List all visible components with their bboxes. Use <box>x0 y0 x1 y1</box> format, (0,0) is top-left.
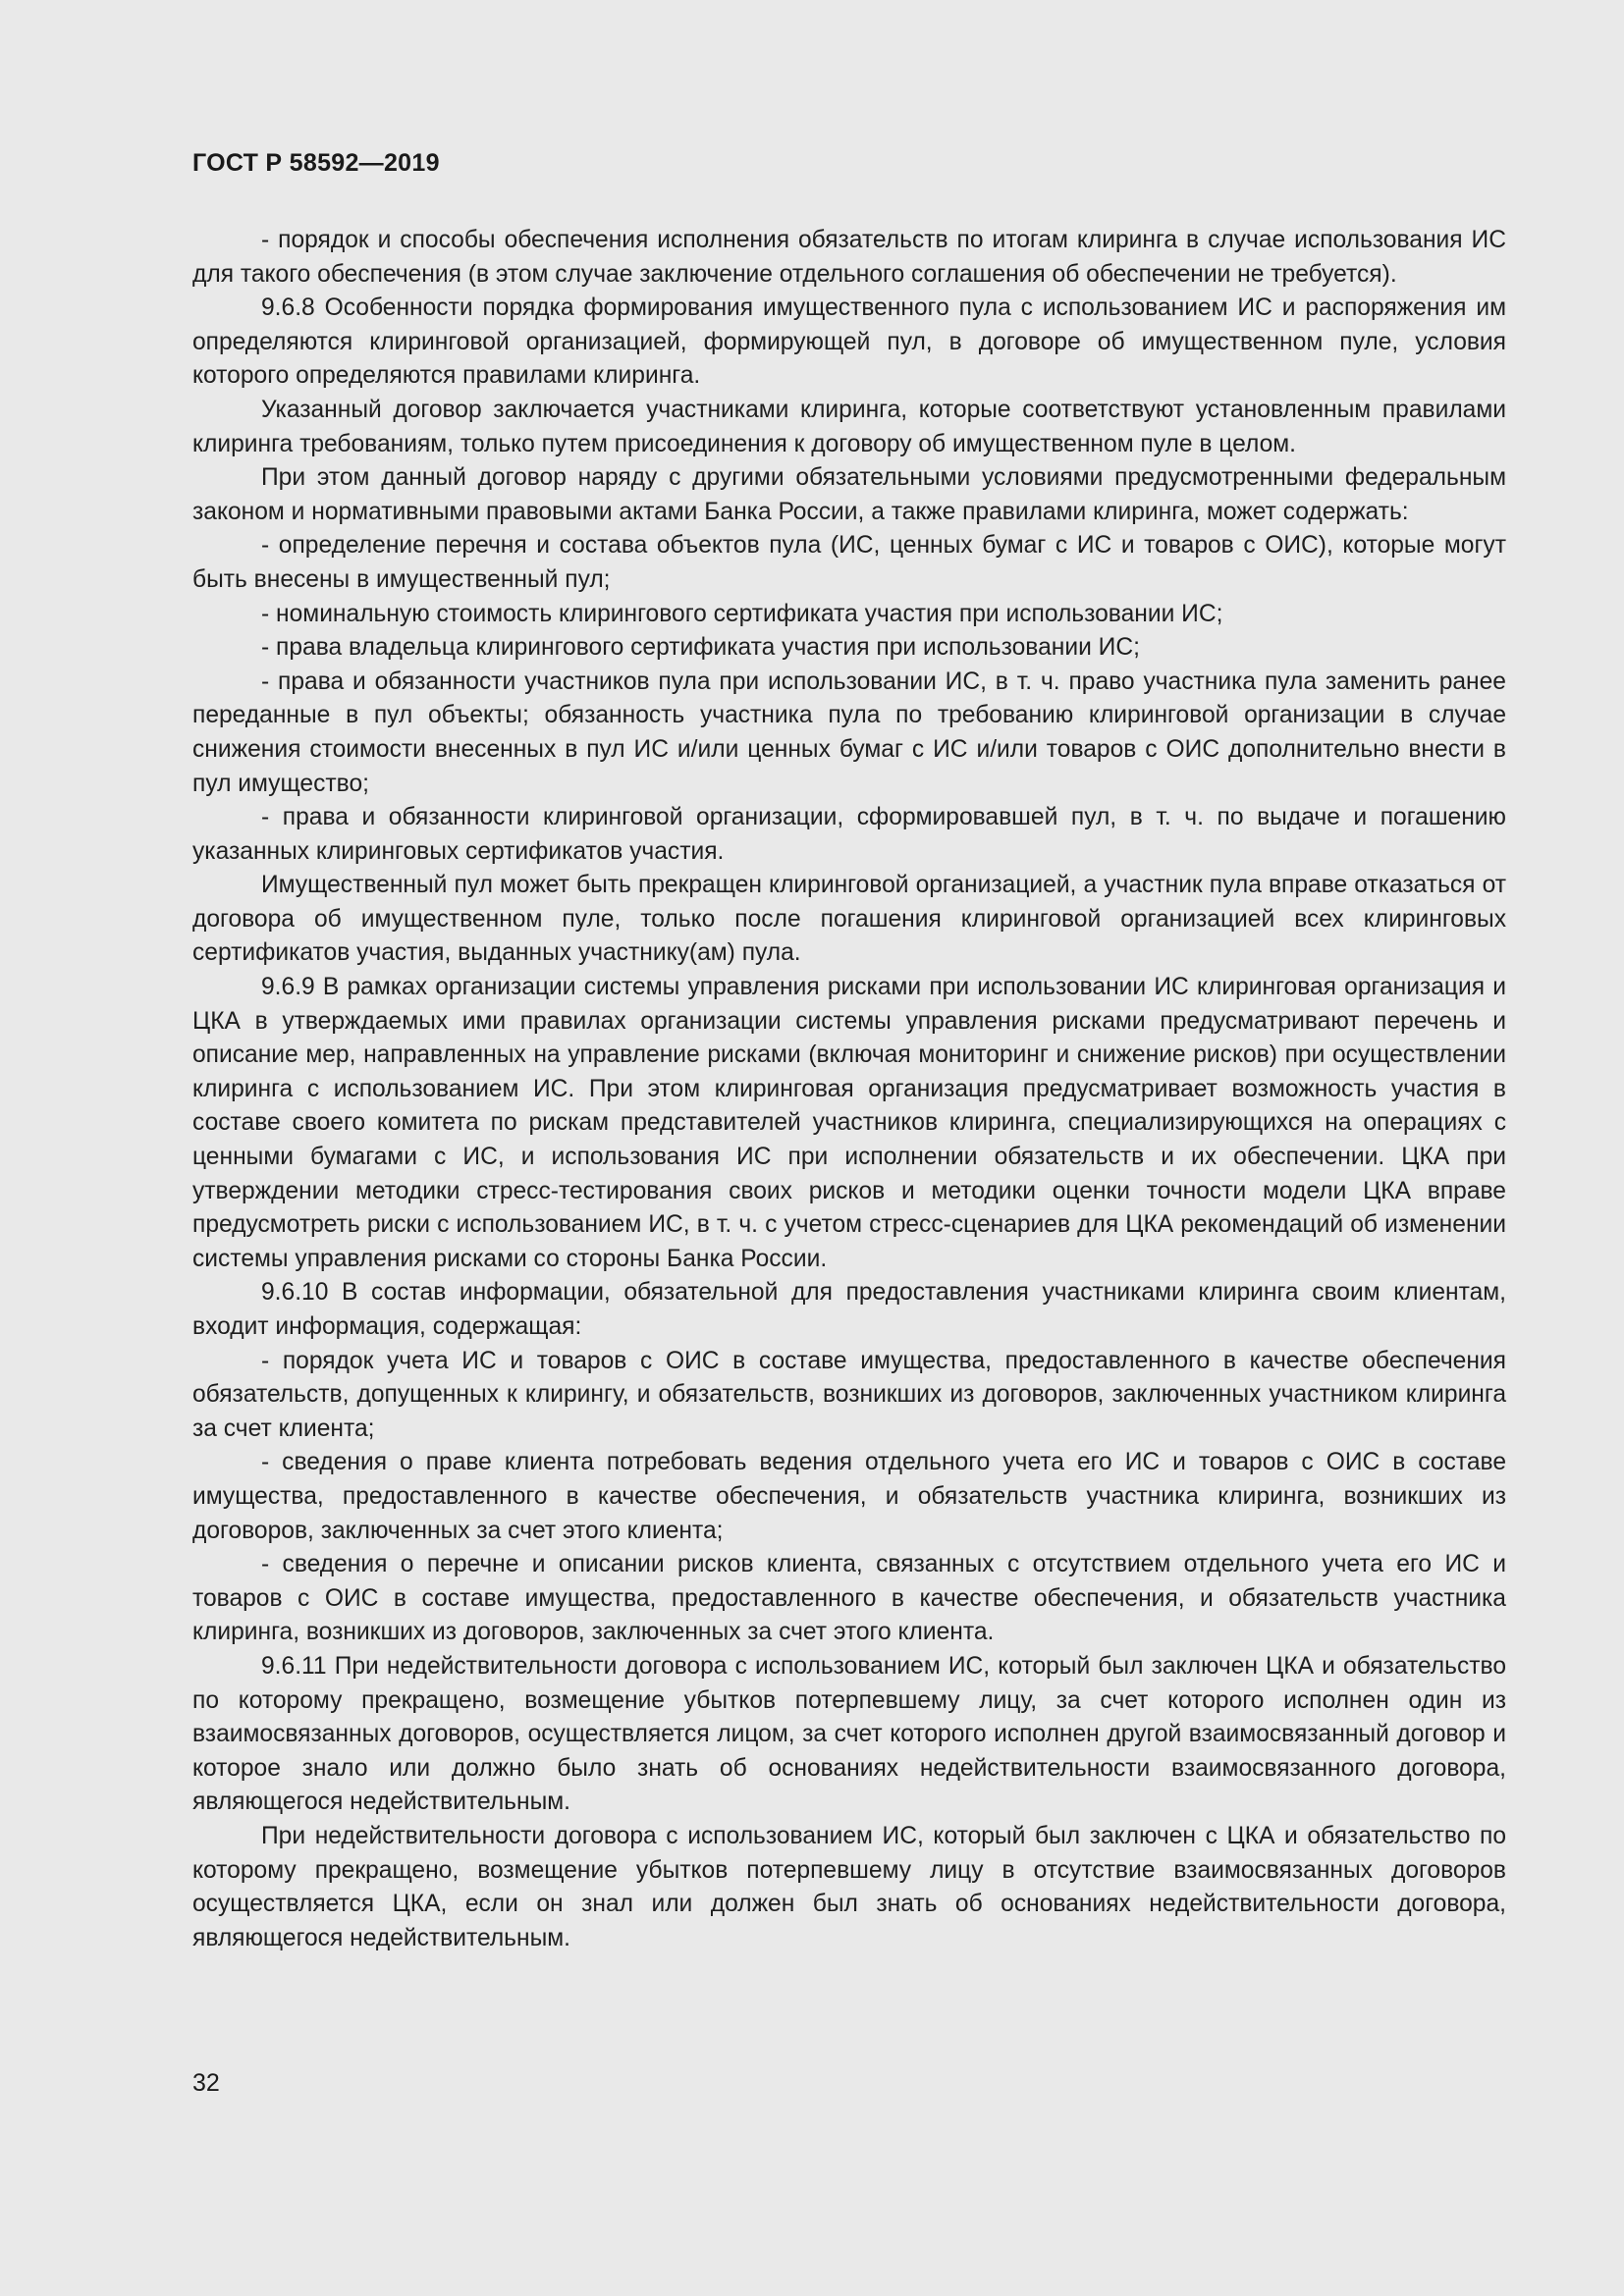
document-header: ГОСТ Р 58592—2019 <box>192 149 440 177</box>
paragraph: - порядок и способы обеспечения исполнения обязательств по итогам клиринга в случае использования ИС для такого обеспечения (в этом случае заключение отдельного соглашения об обеспечении не требуется). <box>192 227 1506 288</box>
paragraph: 9.6.10 В состав информации, обязательной для предоставления участниками клиринга своим клиентам, входит информация, содержащая: <box>192 1279 1506 1340</box>
paragraph: - права и обязанности клиринговой организации, сформировавшей пул, в т. ч. по выдаче и погашению указанных клиринговых сертификатов участия. <box>192 804 1506 865</box>
paragraph: - права владельца клирингового сертификата участия при использовании ИС; <box>261 634 1140 662</box>
document-body <box>192 224 1506 1955</box>
paragraph: 9.6.11 При недействительности договора с использованием ИС, который был заключен ЦКА и обязательство по которому прекращено, возмещение убытков потерпевшему лицу, за счет которого исполнен один из взаимосвязанных договоров, осуществляется лицом, за счет которого исполнен другой взаимосвязанный договор и которое знало или должно было знать об основаниях недействительности взаимосвязанного договора, являющегося недействительным. <box>192 1652 1506 1816</box>
paragraph: При недействительности договора с использованием ИС, который был заключен с ЦКА и обязательство по которому прекращено, возмещение убытков потерпевшему лицу в отсутствие взаимосвязанных договоров осуществляется ЦКА, если он знал или должен был знать об основаниях недействительности договора, являющегося недействительным. <box>192 1822 1506 1951</box>
paragraph: - сведения о праве клиента потребовать ведения отдельного учета его ИС и товаров с ОИС в составе имущества, предоставленного в качестве обеспечения, и обязательств участника клиринга, возникших из договоров, заключенных за счет этого клиента; <box>192 1449 1506 1544</box>
paragraph: - сведения о перечне и описании рисков клиента, связанных с отсутствием отдельного учета его ИС и товаров с ОИС в составе имущества, предоставленного в качестве обеспечения, и обязательств участника клиринга, возникших из договоров, заключенных за счет этого клиента. <box>192 1551 1506 1646</box>
paragraph: - определение перечня и состава объектов пула (ИС, ценных бумаг с ИС и товаров с ОИС), которые могут быть внесены в имущественный пул; <box>192 532 1506 593</box>
paragraph: - права и обязанности участников пула при использовании ИС, в т. ч. право участника пула заменить ранее переданные в пул объекты; обязанность участника пула по требованию клиринговой организации в случае снижения стоимости внесенных в пул ИС и/или ценных бумаг с ИС и/или товаров с ОИС дополнительно внести в пул имущество; <box>192 667 1506 797</box>
paragraph: Имущественный пул может быть прекращен клиринговой организацией, а участник пула вправе отказаться от договора об имущественном пуле, только после погашения клиринговой организацией всех клиринговых сертификатов участия, выданных участнику(ам) пула. <box>192 872 1506 967</box>
paragraph: Указанный договор заключается участниками клиринга, которые соответствуют установленным правилами клиринга требованиям, только путем присоединения к договору об имущественном пуле в целом. <box>192 396 1506 457</box>
paragraph: - порядок учета ИС и товаров с ОИС в составе имущества, предоставленного в качестве обеспечения обязательств, допущенных к клирингу, и обязательств, возникших из договоров, заключенных участником клиринга за счет клиента; <box>192 1347 1506 1442</box>
paragraph: При этом данный договор наряду с другими обязательными условиями предусмотренными федеральным законом и нормативными правовыми актами Банка России, а также правилами клиринга, может содержать: <box>192 464 1506 525</box>
paragraph: 9.6.9 В рамках организации системы управления рисками при использовании ИС клиринговая организация и ЦКА в утверждаемых ими правилах организации системы управления рисками предусматривают перечень и описание мер, направленных на управление рисками (включая мониторинг и снижение рисков) при осуществлении клиринга с использованием ИС. При этом клиринговая организация предусматривает возможность участия в составе своего комитета по рискам представителей участников клиринга, специализирующихся на операциях с ценными бумагами с ИС, и использования ИС при исполнении обязательств и их обеспечении. ЦКА при утверждении методики стресс-тестирования своих рисков и методики оценки точности модели ЦКА вправе предусмотреть риски с использованием ИС, в т. ч. с учетом стресс-сценариев для ЦКА рекомендаций об изменении системы управления рисками со стороны Банка России. <box>192 974 1506 1272</box>
page-number: 32 <box>192 2069 220 2097</box>
paragraph: 9.6.8 Особенности порядка формирования имущественного пула с использованием ИС и распоряжения им определяются клиринговой организацией, формирующей пул, в договоре об имущественном пуле, условия которого определяются правилами клиринга. <box>192 294 1506 390</box>
paragraph: - номинальную стоимость клирингового сертификата участия при использовании ИС; <box>261 600 1223 627</box>
